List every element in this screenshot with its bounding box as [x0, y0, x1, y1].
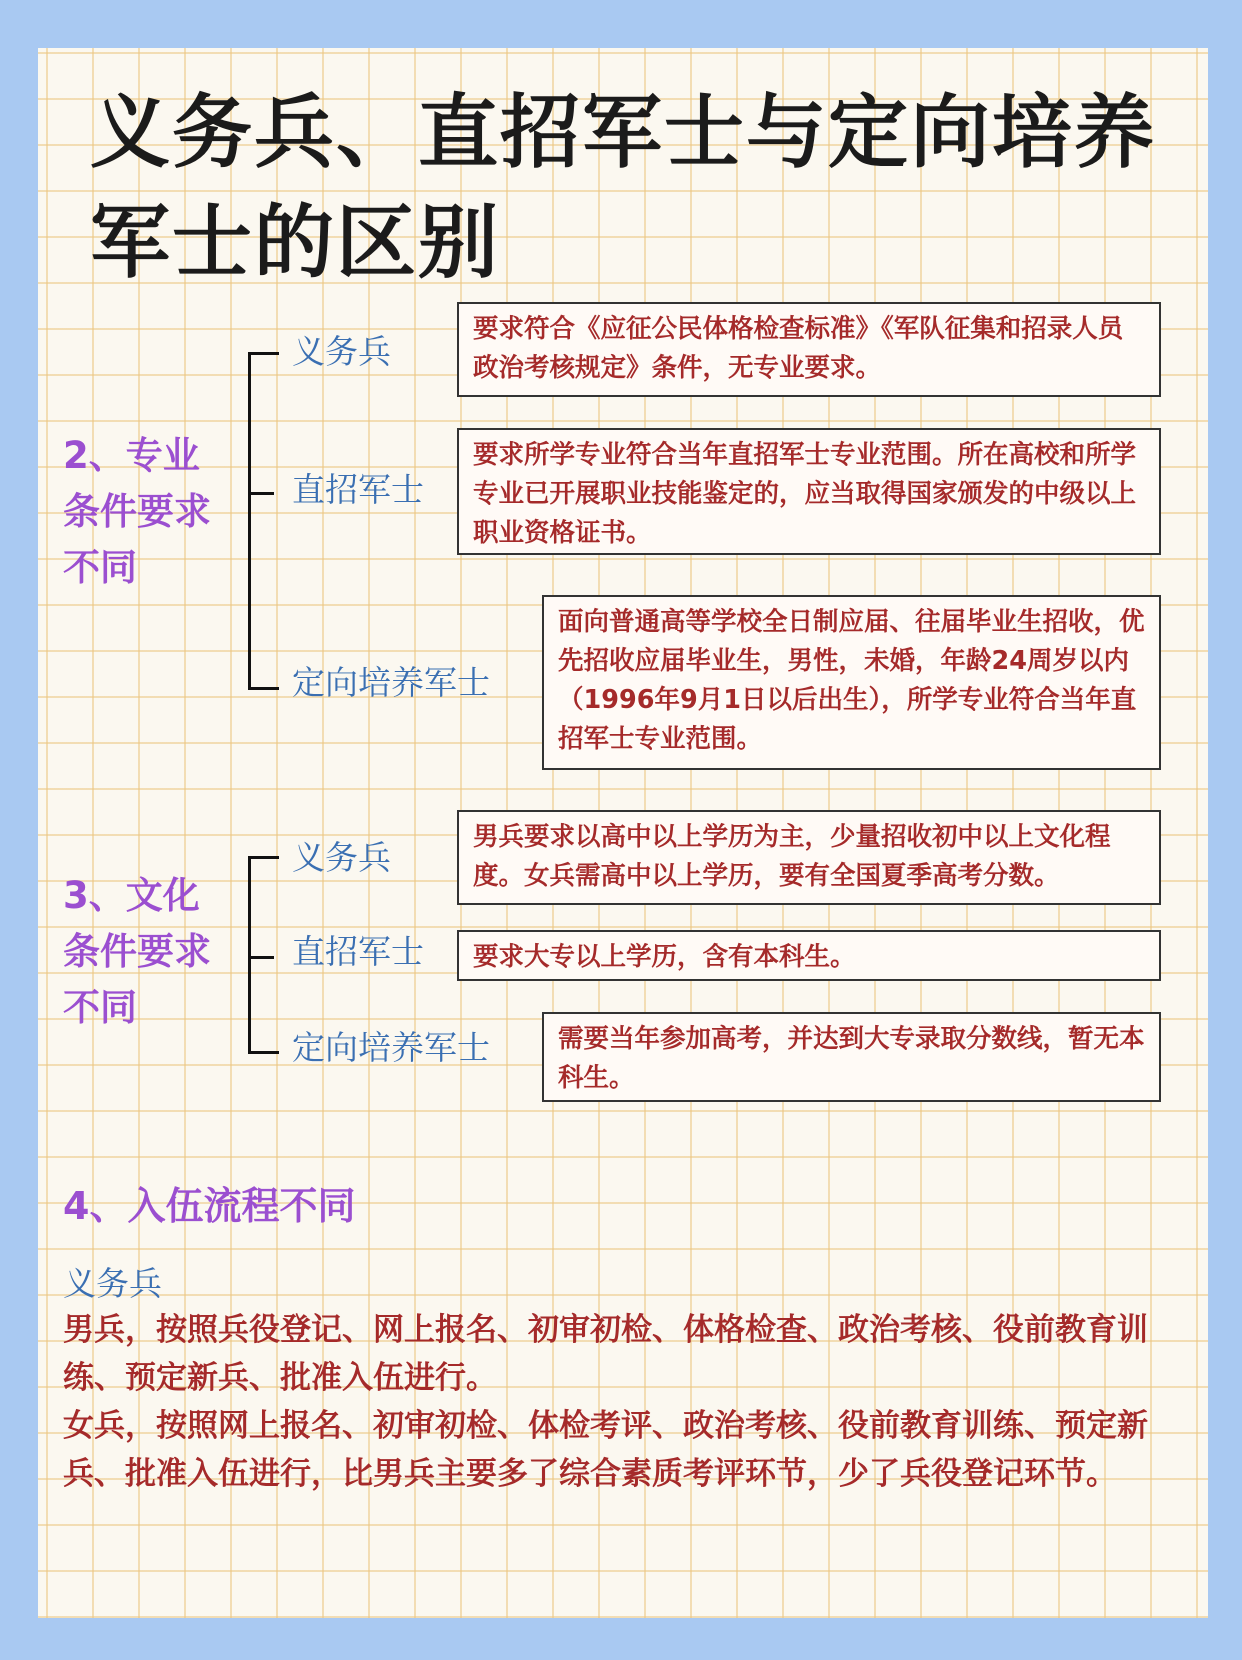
section-4-male-text: 男兵，按照兵役登记、网上报名、初审初检、体格检查、政治考核、役前教育训练、预定新兵、批准入伍进行。 — [63, 1312, 1148, 1396]
section-2-box-direct: 要求所学专业符合当年直招军士专业范围。所在高校和所学专业已开展职业技能鉴定的，应当取得国家颁发的中级以上职业资格证书。 — [457, 428, 1161, 555]
section-2-branch-oriented: 定向培养军士 — [292, 663, 490, 702]
section-4-subtitle: 义务兵 — [63, 1264, 162, 1303]
section-3-branch-oriented: 定向培养军士 — [292, 1028, 490, 1067]
section-3-label: 3、文化 条件要求 不同 — [63, 874, 211, 1029]
section-3-box-direct: 要求大专以上学历，含有本科生。 — [457, 930, 1161, 981]
section-3-tick — [248, 956, 274, 959]
section-3-box-conscript: 男兵要求以高中以上学历为主，少量招收初中以上文化程度。女兵需高中以上学历，要有全国夏季高考分数。 — [457, 810, 1161, 905]
page-title: 义务兵、直招军士与定向培养军士的区别 — [90, 86, 1156, 289]
section-4-title: 4、入伍流程不同 — [63, 1184, 356, 1228]
section-2-box-oriented: 面向普通高等学校全日制应届、往届毕业生招收，优先招收应届毕业生，男性，未婚，年龄24周岁以内（1996年9月1日以后出生），所学专业符合当年直招军士专业范围。 — [542, 595, 1161, 770]
section-3-bracket — [248, 856, 279, 1054]
section-4-female-text: 女兵，按照网上报名、初审初检、体检考评、政治考核、役前教育训练、预定新兵、批准入伍进行，比男兵主要多了综合素质考评环节，少了兵役登记环节。 — [63, 1408, 1148, 1492]
section-2-bracket — [248, 352, 279, 690]
section-3-box-oriented: 需要当年参加高考，并达到大专录取分数线，暂无本科生。 — [542, 1012, 1161, 1102]
section-3-branch-conscript: 义务兵 — [292, 838, 391, 877]
section-2-branch-direct: 直招军士 — [292, 470, 424, 509]
section-2-label: 2、专业 条件要求 不同 — [63, 434, 211, 589]
section-2-branch-conscript: 义务兵 — [292, 332, 391, 371]
section-2-tick — [248, 492, 274, 495]
section-2-box-conscript: 要求符合《应征公民体格检查标准》《军队征集和招录人员政治考核规定》条件，无专业要求。 — [457, 302, 1161, 397]
section-3-branch-direct: 直招军士 — [292, 932, 424, 971]
